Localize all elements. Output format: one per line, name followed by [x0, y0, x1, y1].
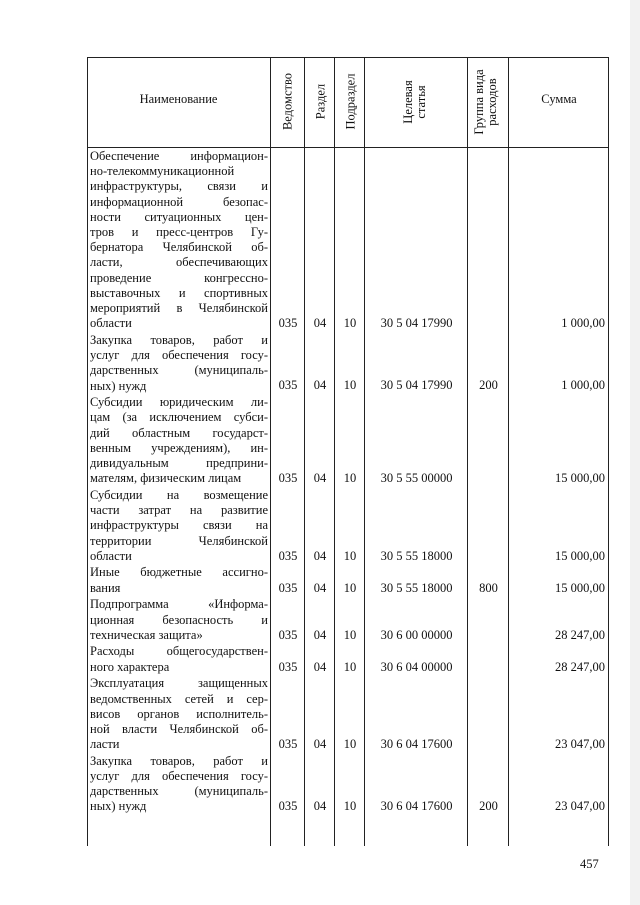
cell-vedomstvo: 035: [278, 471, 298, 486]
row-name-line: цам (за исключением субси-: [90, 410, 268, 425]
header-gruppa: [473, 61, 501, 143]
row-name-line: дий областным государст-: [90, 425, 268, 440]
cell-celevaya: 30 5 04 17990: [380, 378, 453, 393]
row-name-line: ного характера: [90, 659, 170, 674]
cell-sum: 23 047,00: [555, 799, 605, 814]
header-celevaya-line: Целевая: [401, 80, 415, 124]
row-name-line: ласти: [90, 737, 120, 752]
cell-podrazdel: 10: [343, 659, 357, 674]
cell-celevaya: 30 5 04 17990: [380, 316, 453, 331]
row-name: [90, 149, 268, 331]
row-name-line: Подпрограмма «Информа-: [90, 597, 268, 612]
cell-vedomstvo: 035: [278, 580, 298, 595]
row-name-line: но-телекоммуникационной: [90, 164, 235, 179]
row-name: [90, 676, 268, 752]
cell-celevaya: 30 5 55 00000: [380, 471, 453, 486]
cell-razdel: 04: [313, 659, 327, 674]
row-name: [90, 333, 268, 394]
row-name-line: висов органов исполнитель-: [90, 706, 268, 721]
row-name-line: ционная безопасность и: [90, 612, 268, 627]
row-name: [90, 754, 268, 815]
cell-gruppa: 200: [479, 378, 498, 393]
cell-razdel: 04: [313, 580, 327, 595]
row-name-line: услуг для обеспечения госу-: [90, 769, 268, 783]
header-celevaya-line: статья: [414, 85, 428, 119]
cell-celevaya: 30 6 04 00000: [380, 659, 453, 674]
row-name-line: части затрат на развитие: [90, 503, 268, 518]
header-vedomstvo: Ведомство: [280, 72, 295, 131]
table-row: [87, 395, 609, 486]
row-name: [90, 597, 268, 643]
header-podrazdel: Подраздел: [343, 73, 358, 130]
row-name-line: области: [90, 548, 132, 563]
header-name: Наименование: [139, 92, 218, 106]
header-sum: Сумма: [541, 92, 577, 106]
cell-vedomstvo: 035: [278, 378, 298, 393]
cell-celevaya: 30 6 04 17600: [380, 737, 453, 752]
cell-podrazdel: 10: [343, 737, 357, 752]
cell-podrazdel: 10: [343, 378, 357, 393]
cell-sum: 1 000,00: [561, 316, 605, 331]
cell-vedomstvo: 035: [278, 737, 298, 752]
cell-razdel: 04: [313, 627, 327, 642]
row-name-line: Закупка товаров, работ и: [90, 753, 268, 768]
cell-razdel: 04: [313, 378, 327, 393]
row-name-line: дарственных (муниципаль-: [90, 784, 268, 799]
cell-vedomstvo: 035: [278, 659, 298, 674]
table-row: [87, 488, 609, 564]
header-gruppa-line: Группа вида: [472, 69, 486, 135]
table-row: [87, 644, 609, 674]
row-name-line: ности ситуационных цен-: [90, 209, 268, 224]
row-name-line: Закупка товаров, работ и: [90, 332, 268, 347]
row-name: [90, 395, 268, 486]
cell-sum: 15 000,00: [555, 548, 605, 563]
cell-vedomstvo: 035: [278, 799, 298, 814]
cell-sum: 15 000,00: [555, 471, 605, 486]
cell-vedomstvo: 035: [278, 316, 298, 331]
cell-razdel: 04: [313, 799, 327, 814]
page-number: 457: [580, 857, 599, 871]
table-row: [87, 597, 609, 643]
cell-razdel: 04: [313, 737, 327, 752]
cell-razdel: 04: [313, 471, 327, 486]
cell-sum: 15 000,00: [555, 580, 605, 595]
cell-celevaya: 30 5 55 18000: [380, 548, 453, 563]
page-edge-shadow: [630, 0, 640, 905]
cell-celevaya: 30 5 55 18000: [380, 580, 453, 595]
row-name-line: Эксплуатация защищенных: [90, 676, 268, 691]
grid-line: [87, 57, 609, 58]
row-name-line: области: [90, 316, 132, 331]
table-row: [87, 676, 609, 752]
grid-line: [87, 147, 609, 148]
row-name-line: вания: [90, 580, 121, 595]
row-name-line: венным учреждениям), ин-: [90, 440, 268, 455]
cell-podrazdel: 10: [343, 471, 357, 486]
cell-gruppa: 200: [479, 799, 498, 814]
row-name: [90, 488, 268, 564]
row-name-line: ных) нужд: [90, 378, 147, 393]
cell-podrazdel: 10: [343, 316, 357, 331]
row-name-line: мероприятий в Челябинской: [90, 301, 268, 316]
cell-vedomstvo: 035: [278, 548, 298, 563]
cell-podrazdel: 10: [343, 580, 357, 595]
row-name-line: территории Челябинской: [90, 533, 268, 548]
cell-razdel: 04: [313, 548, 327, 563]
cell-sum: 23 047,00: [555, 737, 605, 752]
row-name-line: Расходы общегосударствен-: [90, 644, 268, 659]
row-name-line: инфраструктуры связи на: [90, 518, 268, 533]
row-name-line: дарственных (муниципаль-: [90, 363, 268, 378]
cell-podrazdel: 10: [343, 627, 357, 642]
budget-table: [87, 57, 609, 846]
cell-razdel: 04: [313, 316, 327, 331]
header-celevaya: [402, 64, 430, 140]
row-name-line: бернатора Челябинской об-: [90, 240, 268, 255]
table-row: [87, 333, 609, 394]
cell-sum: 28 247,00: [555, 627, 605, 642]
header-razdel: Раздел: [313, 83, 328, 120]
row-name-line: тров и пресс-центров Гу-: [90, 225, 268, 240]
row-name-line: ласти, обеспечивающих: [90, 255, 268, 270]
row-name-line: мателям, физическим лицам: [90, 471, 242, 486]
cell-sum: 28 247,00: [555, 659, 605, 674]
row-name-line: ной власти Челябинской об-: [90, 721, 268, 736]
row-name-line: техническая защита»: [90, 627, 203, 642]
header-gruppa-line: расходов: [485, 78, 499, 126]
cell-vedomstvo: 035: [278, 627, 298, 642]
row-name-line: Субсидии юридическим ли-: [90, 395, 268, 410]
row-name-line: услуг для обеспечения госу-: [90, 348, 268, 363]
cell-celevaya: 30 6 00 00000: [380, 627, 453, 642]
table-row: [87, 754, 609, 815]
row-name-line: ведомственных сетей и сер-: [90, 691, 268, 706]
row-name-line: ных) нужд: [90, 799, 147, 814]
cell-sum: 1 000,00: [561, 378, 605, 393]
row-name-line: инфраструктуры, связи и: [90, 179, 268, 194]
table-row: [87, 149, 609, 331]
row-name-line: дивидуальным предприни-: [90, 456, 268, 470]
cell-gruppa: 800: [479, 580, 498, 595]
row-name-line: Субсидии на возмещение: [90, 487, 268, 502]
cell-podrazdel: 10: [343, 799, 357, 814]
row-name-line: Иные бюджетные ассигно-: [90, 565, 268, 580]
row-name: [90, 644, 268, 674]
table-row: [87, 565, 609, 595]
row-name-line: выставочных и спортивных: [90, 285, 268, 300]
row-name-line: Обеспечение информацион-: [90, 149, 268, 163]
cell-podrazdel: 10: [343, 548, 357, 563]
row-name: [90, 565, 268, 595]
row-name-line: информационной безопас-: [90, 194, 268, 209]
row-name-line: проведение конгрессно-: [90, 270, 268, 285]
cell-celevaya: 30 6 04 17600: [380, 799, 453, 814]
